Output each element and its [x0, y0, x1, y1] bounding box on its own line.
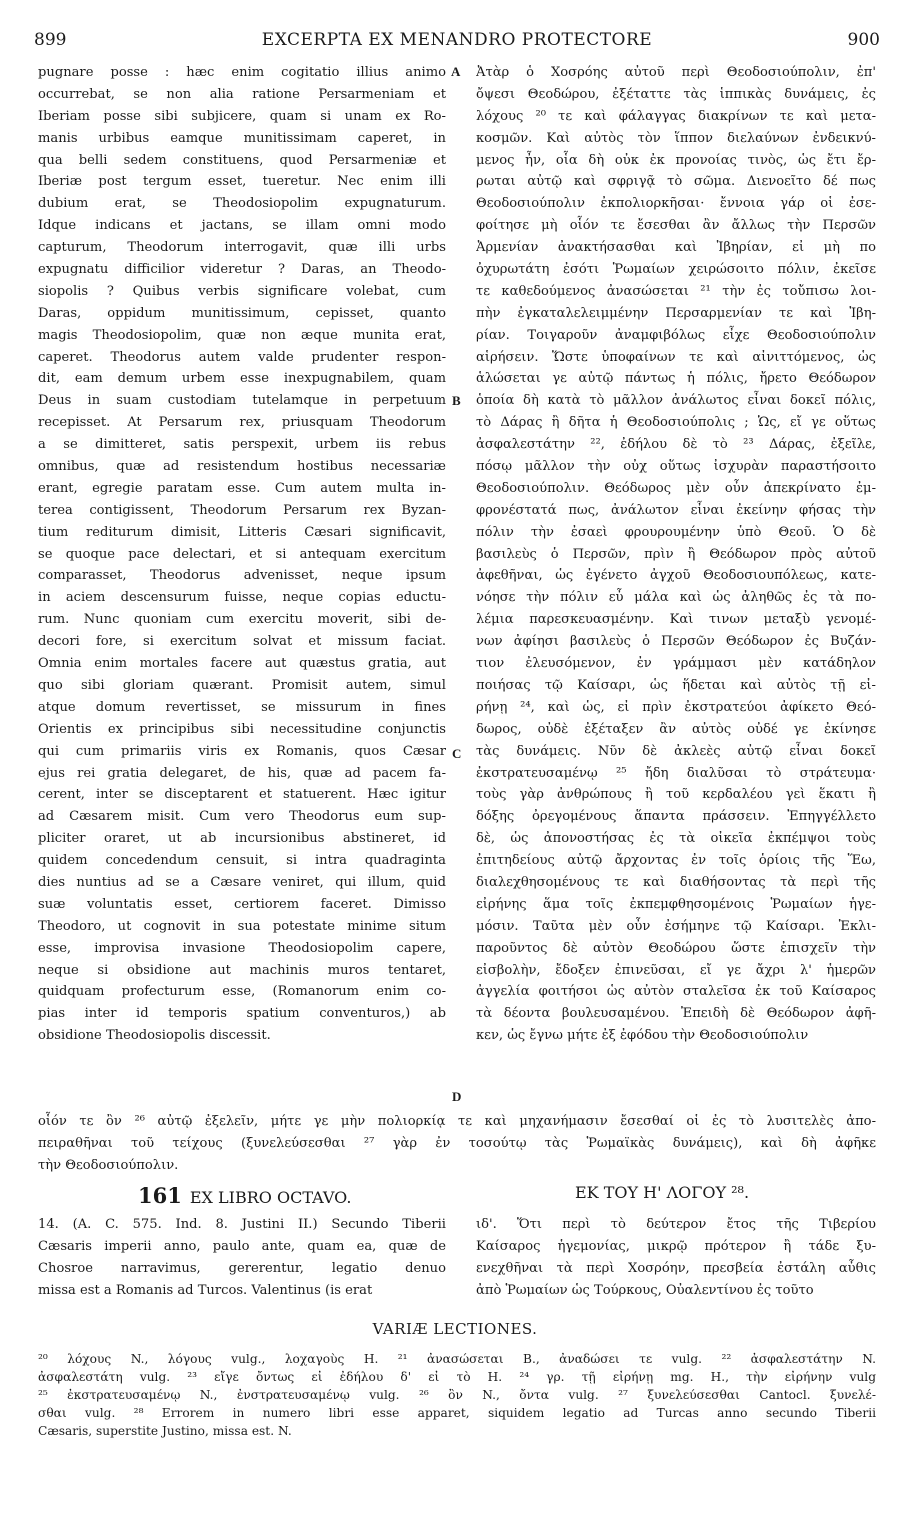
greek-text-line: ἁλώσεται γε αὐτῷ πάντως ἡ πόλις, ἤρετο Θεόδωρον [476, 371, 876, 387]
latin-text-line: pias inter id temporis spatium conventuros,) ab [38, 1006, 446, 1022]
greek-text-line: ἀγγελία φοιτήσοι ὡς αὐτὸν σταλεῖσα ἐκ τοῦ Καίσαρος [476, 984, 876, 1000]
greek-text-line: τὰς δυνάμεις. Νῦν δὲ ἀκλεὲς αὐτῷ εἶναι δοκεῖ [476, 743, 876, 759]
greek-text-line: πὴν ἐγκαταλελειμμένην Περσαρμενίαν τε καὶ Ἰβη- [476, 305, 876, 321]
latin-text-line: Iberiam posse sibi subjicere, quam si unam ex Ro- [38, 108, 446, 124]
page-number-right: 900 [847, 30, 880, 50]
latin-section-title: EX LIBRO OCTAVO. [189, 1188, 352, 1207]
latin-text-line: esse, improvisa invasione Theodosiopolim capere, [38, 940, 446, 956]
latin-text-line: comparasset, Theodorus advenisset, neque ipsum [38, 568, 446, 584]
margin-letter-a: A [451, 64, 461, 79]
latin-text-line: 14. (A. C. 575. Ind. 8. Justini II.) Secundo Tiberii [38, 1217, 446, 1232]
note-line: σθαι vulg. ²⁸ Errorem in numero libri esse apparet, siquidem legatio ad Turcas anno secundo Tiberii [38, 1406, 876, 1420]
latin-text-line: dubium erat, se Theodosiopolim expugnaturum. [38, 196, 446, 212]
latin-text-line: Orientis ex principibus sibi necessitudine conjunctis [38, 721, 446, 737]
greek-text-line: ὁποία δὴ κατὰ τὸ μᾶλλον ἀνάλωτος εἶναι δοκεῖ πόλις, [476, 393, 876, 409]
greek-text-line: φοίτησε μὴ οἷόν τε ἔσεσθαι ἂν ἄλλως τὴν Περσῶν [476, 218, 876, 234]
latin-text-line: neque si obsidione aut machinis muros tentaret, [38, 962, 446, 978]
latin-text-line: Omnia enim mortales facere aut quæstus gratia, aut [38, 656, 446, 672]
latin-text-line: cerent, inter se disceptarent et statuerent. Hæc igitur [38, 787, 446, 803]
greek-text-line: μενος ἦν, οἷα δὴ οὐκ ἐκ προνοίας τινὸς, ὡς ἔτι ἔρ- [476, 152, 876, 168]
greek-column [476, 62, 876, 1047]
latin-text-line: quidem concedendum censuit, si intra quadraginta [38, 853, 446, 869]
note-line: ²⁰ λόχους N., λόγους vulg., λοχαγοὺς H. ²¹ ἀνασώσεται B., ἀναδώσει τε vulg. ²² ἀσφαλεστάτην N. [38, 1352, 876, 1366]
greek-text-line: ἐπιτηδείους αὐτῷ ἄρχοντας ἐν τοῖς ὁρίοις τῆς Ἕω, [476, 853, 876, 869]
latin-text-line: caperet. Theodorus autem valde prudenter respon- [38, 349, 446, 365]
greek-text-line: παροῦντος δὲ αὐτὸν Θεοδώρου ὥστε ἐπισχεῖν τὴν [476, 940, 876, 956]
greek-text-line: ρήνῃ ²⁴, καὶ ὡς, εἰ πρὶν ἐκστρατεύοι ἀφίκετο Θεό- [476, 699, 876, 715]
latin-text-line: qua belli sedem constituens, quod Persarmeniæ et [38, 152, 446, 168]
latin-text-line: rum. Nunc quoniam cum exercitu moverit, sibi de- [38, 612, 446, 628]
greek-text-line: δόξης ὀρεγομένους ἅπαντα πράσσειν. Ἐπηγγέλλετο [476, 809, 876, 825]
running-title: EXCERPTA EX MENANDRO PROTECTORE [261, 30, 653, 50]
latin-text-line: erant, egregie paratam esse. Cum autem multa in- [38, 480, 446, 496]
latin-text-line: dies nuntius ad se a Cæsare veniret, qui illum, quid [38, 874, 446, 890]
greek-text-line: Θεοδοσιούπολιν ἐκπολιορκῆσαι· ἔννοια γάρ οἱ ἐσε- [476, 196, 876, 212]
greek-text-line: ποιήσας τῷ Καίσαρι, ὡς ἥδεται καὶ αὐτὸς τῇ εἰ- [476, 677, 876, 693]
variae-lectiones-title: VARIÆ LECTIONES. [372, 1320, 538, 1338]
latin-text-line: Deus in suam custodiam tutelamque in perpetuum [38, 393, 446, 409]
latin-text-line: dit, eam demum urbem esse inexpugnabilem, quam [38, 371, 446, 387]
page-number-left: 899 [34, 30, 67, 50]
latin-text-line: atque domum revertisset, se missurum in fines [38, 699, 446, 715]
margin-letter-d: D [452, 1089, 462, 1104]
note-line: Cæsaris, superstite Justino, missa est. N. [38, 1424, 292, 1438]
greek-text-line: κεν, ὡς ἔγνω μήτε ἐξ ἐφόδου τὴν Θεοδοσιούπολιν [476, 1028, 809, 1044]
latin-text-line: recepisset. At Persarum rex, priusquam Theodorum [38, 415, 446, 431]
greek-text-line: οἷόν τε ὂν ²⁶ αὐτῷ ἐξελεῖν, μήτε γε μὴν πολιορκίᾳ τε καὶ μηχανήμασιν ἔσεσθαί οἱ ἐς τὸ λυσιτελὲς ἀπο- [38, 1114, 876, 1129]
greek-column-2 [476, 1214, 876, 1302]
latin-text-line: manis urbibus eamque munitissimam caperet, in [38, 130, 446, 146]
greek-text-line: ιδ'. Ὅτι περὶ τὸ δεύτερον ἔτος τῆς Τιβερίου [476, 1217, 876, 1232]
greek-text-line: πειραθῆναι τοῦ τείχους (ξυνελεύσεσθαι ²⁷ γὰρ ἐν τοσούτῳ τὰς Ῥωμαϊκὰς δυνάμεις), καὶ δὴ ἀφῆκε [38, 1135, 876, 1151]
greek-text-line: ἐκστρατευσαμένῳ ²⁵ ἤδη διαλῦσαι τὸ στράτευμα· [476, 765, 876, 781]
note-line: ἀσφαλεστάτη vulg. ²³ εἴγε ὄντως εἰ ἐδήλου δ' εἰ τὸ H. ²⁴ γρ. τῇ εἰρήνῃ mg. H., τὴν εἰρήνην vulg [38, 1370, 876, 1384]
section-number: 161 [138, 1183, 182, 1208]
greek-text-line: Θεοδοσιούπολιν. Θεόδωρος μὲν οὖν ἀπεκρίνατο ἐμ- [476, 480, 876, 496]
greek-text-line: τὰ δέοντα βουλευσαμένου. Ἐπειδὴ δὲ Θεόδωρον ἀφῆ- [476, 1006, 876, 1022]
greek-text-line: ενεχθῆναι τὰ περὶ Χοσρόην, πρεσβεία ἐστάλη αὖθις [476, 1260, 876, 1276]
greek-text-line: τοὺς γὰρ ἀνθρώπους ἢ τοῦ κερδαλέου γεὶ ἕκατι ἢ [476, 787, 876, 803]
latin-text-line: in aciem descensurum fuisse, neque copias eductu- [38, 590, 446, 606]
latin-text-line: capturum, Theodorum interrogavit, quæ illi urbs [38, 240, 446, 256]
greek-text-line: Ἀρμενίαν ἀνακτήσασθαι καὶ Ἰβηρίαν, εἰ μὴ πο [476, 240, 876, 256]
greek-text-line: ρίαν. Τοιγαροῦν ἀναμφιβόλως εἶχε Θεοδοσιούπολιν [476, 327, 876, 343]
latin-text-line: pugnare posse : hæc enim cogitatio illius animo [38, 65, 446, 80]
latin-column [38, 62, 446, 1047]
latin-text-line: expugnatu difficilior videretur ? Daras, an Theodo- [38, 262, 446, 278]
latin-text-line: Cæsaris imperii anno, paulo ante, quam ea, quæ de [38, 1238, 446, 1254]
latin-text-line: magis Theodosiopolim, quæ non æque munita erat, [38, 327, 446, 343]
latin-text-line: occurrebat, se non alia ratione Persarmeniam et [38, 86, 446, 102]
section-heading-greek: ΕΚ ΤΟΥ Η' ΛΟΓΟΥ ²⁸. [575, 1183, 750, 1202]
latin-text-line: tium rediturum dimisit, Litteris Cæsari significavit, [38, 524, 446, 540]
latin-text-line: obsidione Theodosiopolis discessit. [38, 1028, 271, 1044]
greek-text-line: Ἀτὰρ ὁ Χοσρόης αὐτοῦ περὶ Θεοδοσιούπολιν, ἐπ' [476, 65, 876, 80]
margin-letter-b: B [452, 393, 461, 408]
greek-text-line: ὄψεσι Θεοδώρου, ἐξέταττε τὰς ἱππικὰς δυνάμεις, ἐς [476, 86, 876, 102]
greek-text-line: νων ἀφίησι βασιλεὺς ὁ Περσῶν Θεόδωρον ἐς Βυζάν- [476, 634, 876, 650]
latin-text-line: Daras, oppidum munitissimum, cepisset, quanto [38, 305, 446, 321]
latin-text-line: omnibus, quæ ad resistendum hostibus necessariæ [38, 459, 446, 475]
greek-text-line: ἀσφαλεστάτην ²², ἐδήλου δὲ τὸ ²³ Δάρας, ἐξεῖλε, [476, 437, 876, 453]
latin-text-line: quo sibi gloriam quærant. Promisit autem, simul [38, 677, 446, 693]
full-width-greek [38, 1111, 876, 1177]
latin-text-line: quidquam profecturum esse, (Romanorum enim co- [38, 984, 446, 1000]
greek-text-line: λέμια παρεσκευασμένην. Καὶ τινων μεταξὺ γενομέ- [476, 612, 876, 628]
greek-text-line: ἀφεθῆναι, ὡς ἐγένετο ἀγχοῦ Θεοδοσιουπόλεως, κατε- [476, 568, 876, 584]
greek-text-line: τὴν Θεοδοσιούπολιν. [38, 1157, 179, 1173]
latin-text-line: pliciter oraret, ut ab incursionibus abstineret, id [38, 831, 446, 847]
greek-text-line: νόησε τὴν πόλιν εὖ μάλα καὶ ὡς ἀληθῶς ἐς τὰ πο- [476, 590, 876, 606]
greek-text-line: ὀχυρωτάτη ἐσότι Ῥωμαίων χειρώσοιτο πόλιν, ἐκεῖσε [476, 262, 876, 278]
greek-text-line: ἀπὸ Ῥωμαίων ὡς Τούρκους, Οὐαλεντίνου ἐς τοῦτο [476, 1282, 814, 1298]
greek-text-line: βασιλεὺς ὁ Περσῶν, πρὶν ἢ Θεόδωρον πρὸς αὐτοῦ [476, 546, 876, 562]
greek-text-line: δωρος, οὐδὲ ἐξέταξεν ἂν αὐτὸς οὐδέ γε ἐκίνησε [476, 721, 876, 737]
latin-text-line: Chosroe narravimus, gererentur, legatio denuo [38, 1260, 446, 1276]
greek-text-line: Καίσαρος ἡγεμονίας, μικρῷ πρότερον ἢ τάδε ξυ- [476, 1238, 876, 1254]
greek-text-line: ρωται αὐτῷ καὶ σφριγᾷ τὸ σῶμα. Διενοεῖτο δέ πως [476, 174, 876, 190]
greek-text-line: κοσμῶν. Καὶ αὐτὸς τὸν ἵππον διελαύνων ἐνδεικνύ- [476, 130, 876, 146]
latin-text-line: terea contigissent, Theodorum Persarum rex Byzan- [38, 502, 446, 518]
latin-text-line: Theodoro, ut cognovit in sua potestate minime situm [38, 918, 446, 934]
greek-text-line: πόλιν τὴν ἐσαεὶ φρουρουμένην ὑπὸ Θεοῦ. Ὁ δὲ [476, 524, 876, 540]
greek-text-line: διαλεχθησομένους τε καὶ διαθήσοντας τὰ περὶ τῆς [476, 874, 876, 890]
latin-text-line: se quoque pace delectari, et si antequam exercitum [38, 546, 446, 562]
greek-text-line: μόσιν. Ταῦτα μὲν οὖν ἐσήμηνε τῷ Καίσαρι. Ἐκλι- [476, 918, 876, 934]
running-header [34, 30, 880, 56]
greek-text-line: εἰρήνης ἅμα τοῖς ἐκπεμφθησομένοις Ῥωμαίων ἡγε- [476, 896, 876, 912]
latin-text-line: Idque indicans et jactans, se illam omni modo [38, 218, 446, 234]
latin-text-line: siopolis ? Quibus verbis significare volebat, cum [38, 283, 446, 299]
greek-text-line: τιον ἐλευσόμενον, ἐν γράμμασι μὲν κατάδηλον [476, 656, 876, 672]
latin-text-line: ejus rei gratia delegaret, de his, quæ ad pacem fa- [38, 765, 446, 781]
latin-text-line: decori fore, si exercitum solvat et missum faciat. [38, 634, 446, 650]
note-line: ²⁵ ἐκστρατευσαμένῳ N., ἐνστρατευσαμένῳ vulg. ²⁶ ὂν N., ὄντα vulg. ²⁷ ξυνελεύσεσθαι Cantocl. ξυνελέ- [38, 1388, 876, 1402]
latin-text-line: a se dimitteret, satis perspexit, urbem iis rebus [38, 437, 446, 453]
greek-text-line: αἱρήσειν. Ὥστε ὑποφαίνων τε καὶ αἰνιττόμενος, ὡς [476, 349, 876, 365]
greek-text-line: φρονέστατά πως, ἀνάλωτον εἶναι ἐκείνην φήσας τὴν [476, 502, 876, 518]
greek-text-line: εἰσβολὴν, ἔδοξεν ἐπινεῦσαι, εἴ γε ἄχρι λ' ἡμερῶν [476, 962, 876, 978]
latin-text-line: Iberiæ post tergum esset, tueretur. Nec enim illi [38, 174, 446, 190]
latin-column-2 [38, 1214, 446, 1302]
latin-text-line: suæ voluntatis esset, certiorem faceret. Dimisso [38, 896, 446, 912]
latin-text-line: ad Cæsarem misit. Cum vero Theodorus eum sup- [38, 809, 446, 825]
greek-text-line: τὸ Δάρας ἢ δῆτα ἡ Θεοδοσιούπολις ; Ὡς, εἴ γε οὕτως [476, 415, 876, 431]
variant-readings [38, 1350, 876, 1440]
section-heading-latin [138, 1183, 351, 1208]
latin-text-line: missa est a Romanis ad Turcos. Valentinus (is erat [38, 1282, 373, 1298]
greek-text-line: λόχους ²⁰ τε καὶ φάλαγγας διακρίνων τε καὶ μετα- [476, 108, 876, 124]
margin-letter-c: C [452, 746, 462, 761]
latin-text-line: qui cum primariis viris ex Romanis, quos Cæsar [38, 743, 446, 759]
greek-text-line: τε καθεδούμενος ἀνασώσεται ²¹ τὴν ἐς τοὔπισω λοι- [476, 283, 876, 299]
greek-text-line: πόσῳ μᾶλλον τὴν οὐχ οὕτως ἰσχυρὰν παραστήσοιτο [476, 459, 876, 475]
greek-text-line: δὲ, ὡς ἀπονοστήσας ἐς τὰ οἰκεῖα ἐκπέμψοι τοὺς [476, 831, 876, 847]
